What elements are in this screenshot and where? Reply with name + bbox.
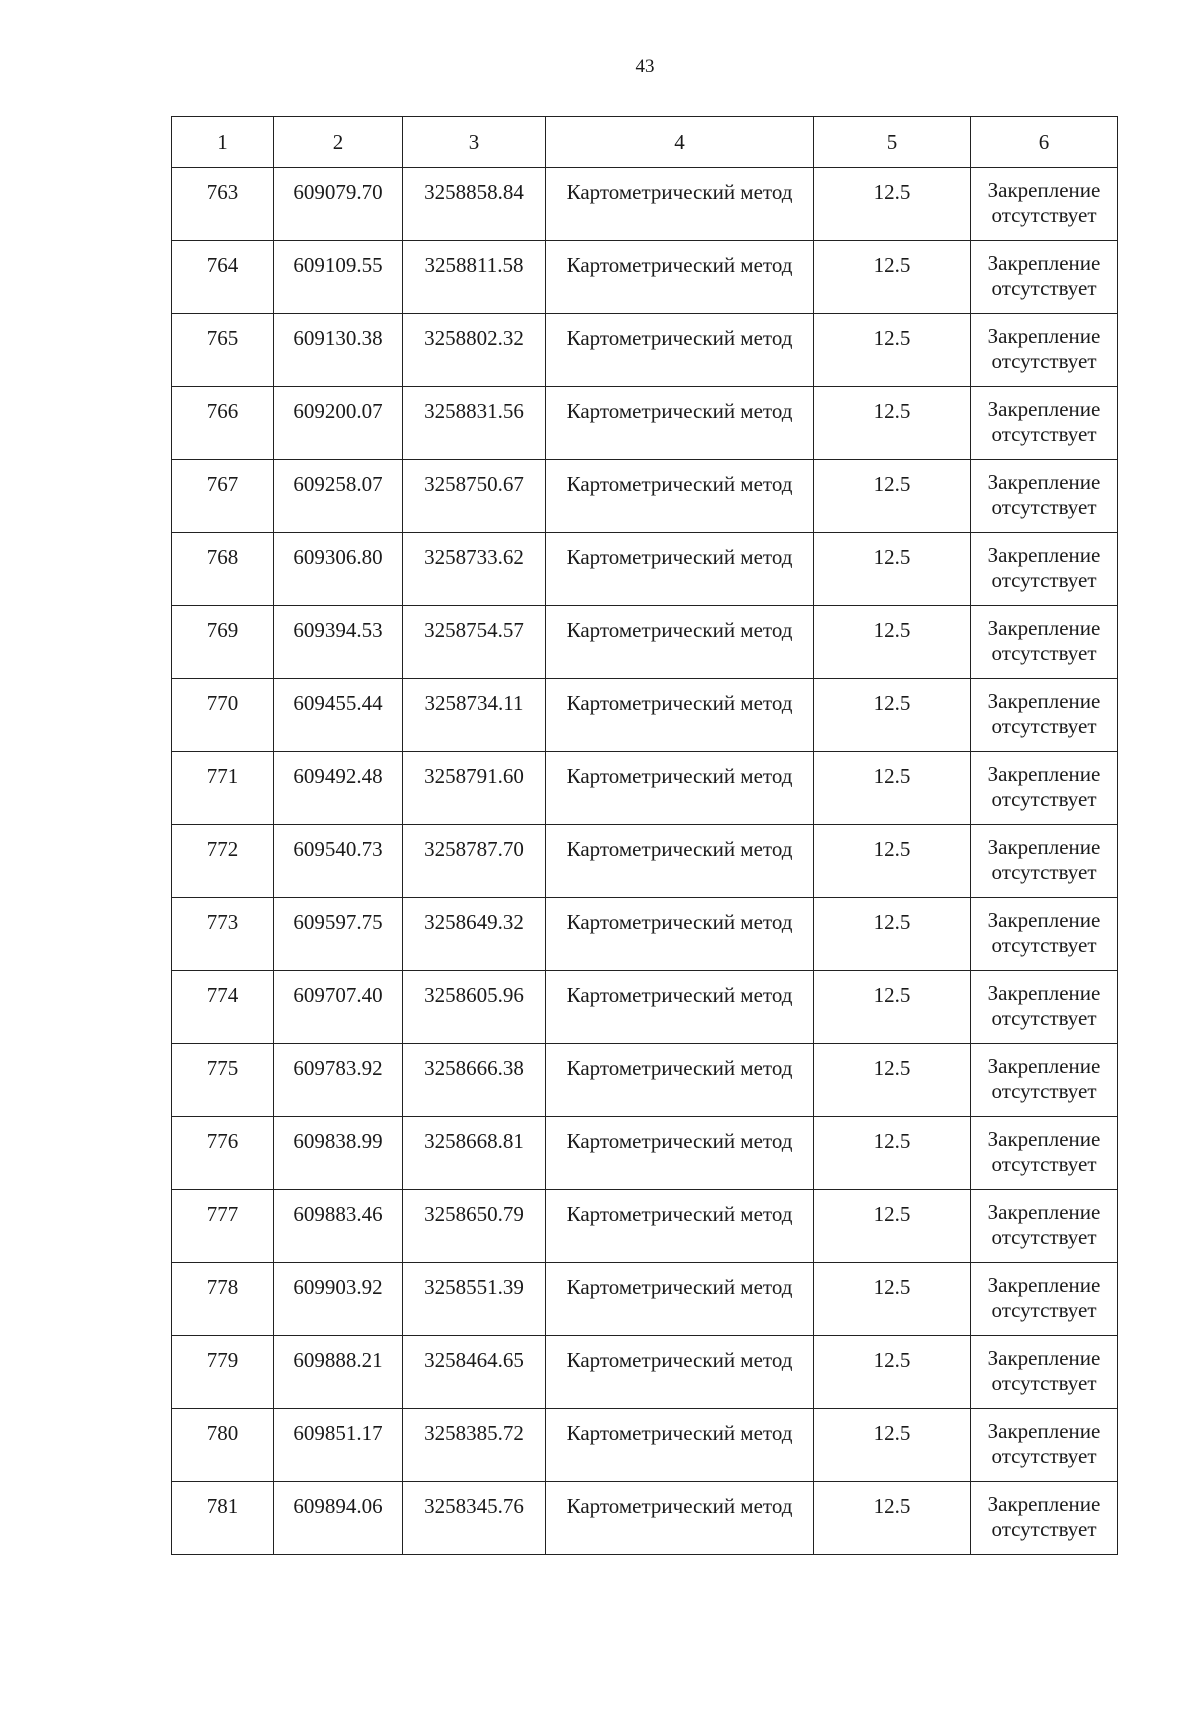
cell-x-coordinate: 609838.99 bbox=[274, 1117, 403, 1190]
cell-method: Картометрический метод bbox=[546, 241, 814, 314]
cell-y-coordinate: 3258733.62 bbox=[403, 533, 546, 606]
cell-method: Картометрический метод bbox=[546, 533, 814, 606]
status-line-2: отсутствует bbox=[991, 1079, 1097, 1103]
status-line-1: Закрепление bbox=[987, 762, 1101, 786]
status-line-1: Закрепление bbox=[987, 397, 1101, 421]
status-line-2: отсутствует bbox=[991, 1371, 1097, 1395]
cell-method: Картометрический метод bbox=[546, 679, 814, 752]
cell-accuracy: 12.5 bbox=[814, 752, 971, 825]
cell-point-number: 764 bbox=[172, 241, 274, 314]
table-body bbox=[172, 168, 1118, 1555]
cell-point-number: 781 bbox=[172, 1482, 274, 1555]
table-row bbox=[172, 241, 1118, 314]
table-row bbox=[172, 1117, 1118, 1190]
cell-point-number: 769 bbox=[172, 606, 274, 679]
cell-point-number: 768 bbox=[172, 533, 274, 606]
table-row bbox=[172, 1263, 1118, 1336]
cell-status bbox=[971, 825, 1118, 898]
cell-method: Картометрический метод bbox=[546, 1263, 814, 1336]
status-line-2: отсутствует bbox=[991, 1444, 1097, 1468]
header-row bbox=[172, 117, 1118, 168]
cell-accuracy: 12.5 bbox=[814, 679, 971, 752]
cell-method: Картометрический метод bbox=[546, 752, 814, 825]
cell-accuracy: 12.5 bbox=[814, 387, 971, 460]
cell-point-number: 766 bbox=[172, 387, 274, 460]
status-line-2: отсутствует bbox=[991, 422, 1097, 446]
cell-method: Картометрический метод bbox=[546, 971, 814, 1044]
cell-point-number: 774 bbox=[172, 971, 274, 1044]
cell-y-coordinate: 3258345.76 bbox=[403, 1482, 546, 1555]
cell-accuracy: 12.5 bbox=[814, 1409, 971, 1482]
table-row bbox=[172, 1336, 1118, 1409]
cell-method: Картометрический метод bbox=[546, 898, 814, 971]
status-line-2: отсутствует bbox=[991, 349, 1097, 373]
cell-point-number: 771 bbox=[172, 752, 274, 825]
cell-point-number: 778 bbox=[172, 1263, 274, 1336]
cell-accuracy: 12.5 bbox=[814, 898, 971, 971]
cell-point-number: 765 bbox=[172, 314, 274, 387]
cell-point-number: 773 bbox=[172, 898, 274, 971]
table-row bbox=[172, 898, 1118, 971]
status-line-2: отсутствует bbox=[991, 1517, 1097, 1541]
cell-accuracy: 12.5 bbox=[814, 825, 971, 898]
header-col-4: 4 bbox=[546, 117, 814, 168]
cell-x-coordinate: 609492.48 bbox=[274, 752, 403, 825]
cell-accuracy: 12.5 bbox=[814, 1117, 971, 1190]
header-col-1: 1 bbox=[172, 117, 274, 168]
cell-method: Картометрический метод bbox=[546, 606, 814, 679]
cell-accuracy: 12.5 bbox=[814, 1336, 971, 1409]
cell-accuracy: 12.5 bbox=[814, 168, 971, 241]
cell-y-coordinate: 3258802.32 bbox=[403, 314, 546, 387]
cell-x-coordinate: 609707.40 bbox=[274, 971, 403, 1044]
cell-x-coordinate: 609883.46 bbox=[274, 1190, 403, 1263]
cell-y-coordinate: 3258668.81 bbox=[403, 1117, 546, 1190]
status-line-1: Закрепление bbox=[987, 324, 1101, 348]
table-row bbox=[172, 752, 1118, 825]
status-line-2: отсутствует bbox=[991, 787, 1097, 811]
status-line-1: Закрепление bbox=[987, 543, 1101, 567]
cell-status bbox=[971, 1044, 1118, 1117]
cell-method: Картометрический метод bbox=[546, 1482, 814, 1555]
cell-status bbox=[971, 1117, 1118, 1190]
cell-y-coordinate: 3258787.70 bbox=[403, 825, 546, 898]
table-row bbox=[172, 387, 1118, 460]
cell-status bbox=[971, 460, 1118, 533]
cell-point-number: 780 bbox=[172, 1409, 274, 1482]
cell-x-coordinate: 609079.70 bbox=[274, 168, 403, 241]
status-line-2: отсутствует bbox=[991, 1225, 1097, 1249]
cell-point-number: 775 bbox=[172, 1044, 274, 1117]
status-line-2: отсутствует bbox=[991, 568, 1097, 592]
cell-method: Картометрический метод bbox=[546, 387, 814, 460]
status-line-1: Закрепление bbox=[987, 835, 1101, 859]
cell-x-coordinate: 609894.06 bbox=[274, 1482, 403, 1555]
cell-method: Картометрический метод bbox=[546, 1336, 814, 1409]
cell-x-coordinate: 609888.21 bbox=[274, 1336, 403, 1409]
page-number: 43 bbox=[635, 56, 655, 77]
cell-point-number: 777 bbox=[172, 1190, 274, 1263]
cell-status bbox=[971, 1336, 1118, 1409]
cell-x-coordinate: 609109.55 bbox=[274, 241, 403, 314]
cell-x-coordinate: 609394.53 bbox=[274, 606, 403, 679]
status-line-2: отсутствует bbox=[991, 203, 1097, 227]
table-row bbox=[172, 971, 1118, 1044]
cell-x-coordinate: 609306.80 bbox=[274, 533, 403, 606]
status-line-2: отсутствует bbox=[991, 933, 1097, 957]
status-line-1: Закрепление bbox=[987, 470, 1101, 494]
cell-y-coordinate: 3258649.32 bbox=[403, 898, 546, 971]
cell-status bbox=[971, 314, 1118, 387]
header-col-5: 5 bbox=[814, 117, 971, 168]
cell-point-number: 772 bbox=[172, 825, 274, 898]
cell-status bbox=[971, 606, 1118, 679]
table-header bbox=[172, 117, 1118, 168]
cell-accuracy: 12.5 bbox=[814, 314, 971, 387]
cell-point-number: 770 bbox=[172, 679, 274, 752]
cell-accuracy: 12.5 bbox=[814, 971, 971, 1044]
cell-status bbox=[971, 533, 1118, 606]
cell-method: Картометрический метод bbox=[546, 1409, 814, 1482]
cell-x-coordinate: 609851.17 bbox=[274, 1409, 403, 1482]
table-row bbox=[172, 168, 1118, 241]
cell-accuracy: 12.5 bbox=[814, 1190, 971, 1263]
cell-status bbox=[971, 679, 1118, 752]
cell-y-coordinate: 3258650.79 bbox=[403, 1190, 546, 1263]
status-line-2: отсутствует bbox=[991, 1298, 1097, 1322]
status-line-1: Закрепление bbox=[987, 1346, 1101, 1370]
header-col-2: 2 bbox=[274, 117, 403, 168]
table-row bbox=[172, 606, 1118, 679]
cell-status bbox=[971, 387, 1118, 460]
cell-y-coordinate: 3258811.58 bbox=[403, 241, 546, 314]
table-row bbox=[172, 314, 1118, 387]
table-row bbox=[172, 825, 1118, 898]
status-line-2: отсутствует bbox=[991, 714, 1097, 738]
header-col-3: 3 bbox=[403, 117, 546, 168]
cell-method: Картометрический метод bbox=[546, 1117, 814, 1190]
cell-point-number: 763 bbox=[172, 168, 274, 241]
cell-method: Картометрический метод bbox=[546, 1044, 814, 1117]
cell-method: Картометрический метод bbox=[546, 314, 814, 387]
cell-accuracy: 12.5 bbox=[814, 1263, 971, 1336]
status-line-1: Закрепление bbox=[987, 981, 1101, 1005]
cell-x-coordinate: 609455.44 bbox=[274, 679, 403, 752]
cell-method: Картометрический метод bbox=[546, 1190, 814, 1263]
status-line-1: Закрепление bbox=[987, 1054, 1101, 1078]
table-row bbox=[172, 1482, 1118, 1555]
cell-y-coordinate: 3258551.39 bbox=[403, 1263, 546, 1336]
status-line-1: Закрепление bbox=[987, 1127, 1101, 1151]
table-row bbox=[172, 1044, 1118, 1117]
status-line-2: отсутствует bbox=[991, 276, 1097, 300]
cell-x-coordinate: 609540.73 bbox=[274, 825, 403, 898]
cell-accuracy: 12.5 bbox=[814, 533, 971, 606]
cell-y-coordinate: 3258791.60 bbox=[403, 752, 546, 825]
table-row bbox=[172, 460, 1118, 533]
status-line-1: Закрепление bbox=[987, 1492, 1101, 1516]
cell-x-coordinate: 609258.07 bbox=[274, 460, 403, 533]
table-row bbox=[172, 679, 1118, 752]
coordinates-table bbox=[171, 116, 1118, 1555]
cell-point-number: 776 bbox=[172, 1117, 274, 1190]
cell-y-coordinate: 3258858.84 bbox=[403, 168, 546, 241]
cell-y-coordinate: 3258831.56 bbox=[403, 387, 546, 460]
table-row bbox=[172, 1409, 1118, 1482]
cell-y-coordinate: 3258385.72 bbox=[403, 1409, 546, 1482]
cell-point-number: 779 bbox=[172, 1336, 274, 1409]
cell-y-coordinate: 3258464.65 bbox=[403, 1336, 546, 1409]
cell-x-coordinate: 609597.75 bbox=[274, 898, 403, 971]
cell-status bbox=[971, 1190, 1118, 1263]
cell-accuracy: 12.5 bbox=[814, 241, 971, 314]
cell-method: Картометрический метод bbox=[546, 460, 814, 533]
table-row bbox=[172, 1190, 1118, 1263]
status-line-2: отсутствует bbox=[991, 1006, 1097, 1030]
header-col-6: 6 bbox=[971, 117, 1118, 168]
status-line-1: Закрепление bbox=[987, 251, 1101, 275]
cell-status bbox=[971, 898, 1118, 971]
cell-x-coordinate: 609783.92 bbox=[274, 1044, 403, 1117]
cell-x-coordinate: 609903.92 bbox=[274, 1263, 403, 1336]
cell-status bbox=[971, 241, 1118, 314]
cell-method: Картометрический метод bbox=[546, 168, 814, 241]
status-line-1: Закрепление bbox=[987, 908, 1101, 932]
cell-y-coordinate: 3258754.57 bbox=[403, 606, 546, 679]
cell-accuracy: 12.5 bbox=[814, 606, 971, 679]
status-line-2: отсутствует bbox=[991, 1152, 1097, 1176]
status-line-1: Закрепление bbox=[987, 178, 1101, 202]
cell-y-coordinate: 3258605.96 bbox=[403, 971, 546, 1044]
status-line-2: отсутствует bbox=[991, 641, 1097, 665]
cell-x-coordinate: 609200.07 bbox=[274, 387, 403, 460]
cell-accuracy: 12.5 bbox=[814, 1044, 971, 1117]
cell-status bbox=[971, 752, 1118, 825]
cell-status bbox=[971, 1263, 1118, 1336]
status-line-1: Закрепление bbox=[987, 616, 1101, 640]
cell-status bbox=[971, 1482, 1118, 1555]
table-row bbox=[172, 533, 1118, 606]
status-line-1: Закрепление bbox=[987, 1200, 1101, 1224]
cell-status bbox=[971, 971, 1118, 1044]
status-line-2: отсутствует bbox=[991, 495, 1097, 519]
cell-status bbox=[971, 1409, 1118, 1482]
cell-status bbox=[971, 168, 1118, 241]
status-line-1: Закрепление bbox=[987, 689, 1101, 713]
cell-accuracy: 12.5 bbox=[814, 1482, 971, 1555]
status-line-1: Закрепление bbox=[987, 1419, 1101, 1443]
status-line-1: Закрепление bbox=[987, 1273, 1101, 1297]
cell-x-coordinate: 609130.38 bbox=[274, 314, 403, 387]
cell-point-number: 767 bbox=[172, 460, 274, 533]
cell-accuracy: 12.5 bbox=[814, 460, 971, 533]
cell-method: Картометрический метод bbox=[546, 825, 814, 898]
cell-y-coordinate: 3258734.11 bbox=[403, 679, 546, 752]
cell-y-coordinate: 3258750.67 bbox=[403, 460, 546, 533]
cell-y-coordinate: 3258666.38 bbox=[403, 1044, 546, 1117]
status-line-2: отсутствует bbox=[991, 860, 1097, 884]
